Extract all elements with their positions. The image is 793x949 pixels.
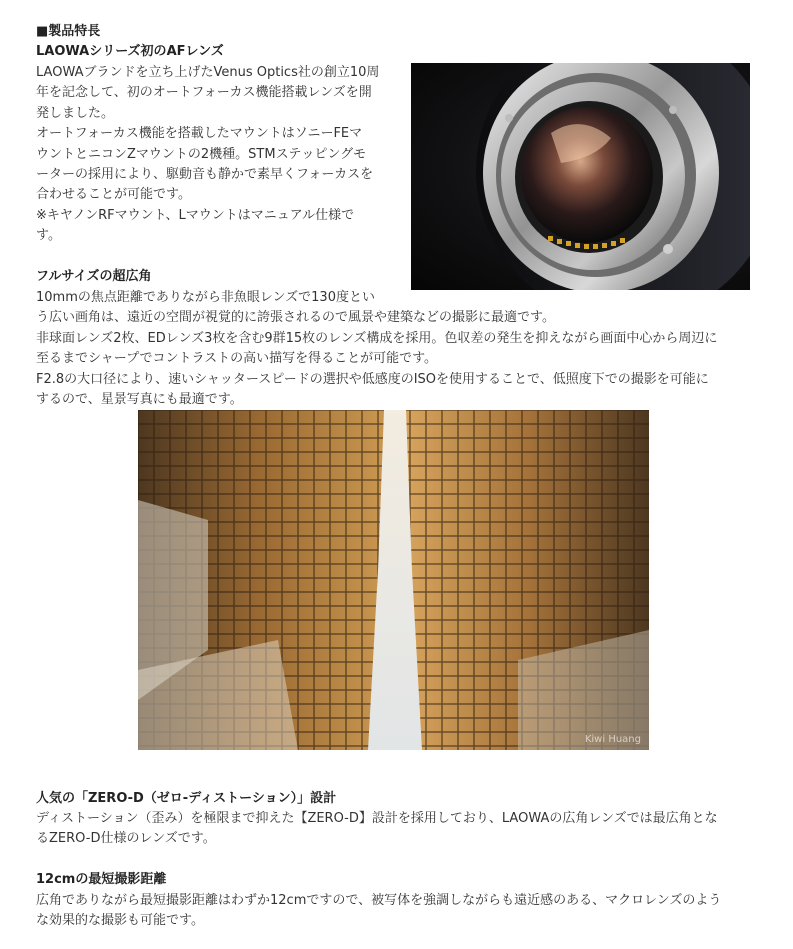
- feature-text-full-frame: [36, 288, 766, 410]
- feature-text-min-focus: [36, 891, 766, 932]
- feature-title-min-focus: 12cmの最短撮影距離: [36, 872, 167, 887]
- feature-line: 広角でありながら最短撮影距離はわずか12cmですので、被写体を強調しながらも遠近感のある、マクロレンズのよう: [36, 893, 722, 908]
- feature-line: オートフォーカス機能を搭載したマウントはソニーFEマ: [36, 126, 363, 142]
- feature-line: 非球面レンズ2枚、EDレンズ3枚を含む9群15枚のレンズ構成を採用。色収差の発生を抑えながら画面中心から周辺に: [36, 330, 718, 346]
- feature-title-full-frame: フルサイズの超広角: [36, 269, 152, 284]
- feature-line: 年を記念して、初のオートフォーカス機能搭載レンズを開: [36, 85, 372, 101]
- feature-line: な効果的な撮影も可能です。: [36, 913, 204, 929]
- feature-title-af-lens: LAOWAシリーズ初のAFレンズ: [36, 44, 224, 59]
- feature-line: するので、星景写真にも最適です。: [36, 392, 243, 408]
- feature-line: ーターの採用により、駆動音も静かで素早くフォーカスを: [36, 167, 374, 183]
- feature-line: 至るまでシャープでコントラストの高い描写を得ることが可能です。: [36, 351, 438, 367]
- feature-line: LAOWAブランドを立ち上げたVenus Optics社の創立10周: [36, 65, 380, 80]
- section-marker: ■製品特長: [36, 24, 101, 39]
- lens-mount-illustration: [411, 63, 750, 290]
- feature-text-zero-d: [36, 809, 766, 850]
- building-sample-photo: [138, 410, 649, 750]
- feature-line: F2.8の大口径により、速いシャッタースピードの選択や低感度のISOを使用することで、低照度下での撮影を可能に: [36, 371, 709, 387]
- feature-line: ウントとニコンZマウントの2機種。STMステッピングモ: [36, 146, 367, 162]
- feature-line: るZERO-D仕様のレンズです。: [36, 831, 216, 847]
- feature-line: ※キヤノンRFマウント、Lマウントはマニュアル仕様で: [36, 207, 355, 223]
- feature-line: う広い画角は、遠近の空間が視覚的に誇張されるので風景や建築などの撮影に最適です。: [36, 310, 555, 326]
- photo-watermark: Kiwi Huang: [584, 734, 641, 745]
- feature-line: す。: [36, 228, 61, 244]
- feature-text-af-lens: [36, 63, 406, 247]
- feature-line: ディストーション（歪み）を極限まで抑えた【ZERO-D】設計を採用しており、LAOWAの広角レンズでは最広角とな: [36, 811, 718, 826]
- lens-mount-photo: [411, 63, 750, 290]
- building-illustration: [138, 410, 649, 750]
- feature-line: 合わせることが可能です。: [36, 187, 191, 203]
- feature-line: 発しました。: [36, 105, 115, 121]
- feature-title-zero-d: 人気の「ZERO-D（ゼロ-ディストーション）」設計: [36, 791, 337, 806]
- feature-line: 10mmの焦点距離でありながら非魚眼レンズで130度とい: [36, 290, 375, 305]
